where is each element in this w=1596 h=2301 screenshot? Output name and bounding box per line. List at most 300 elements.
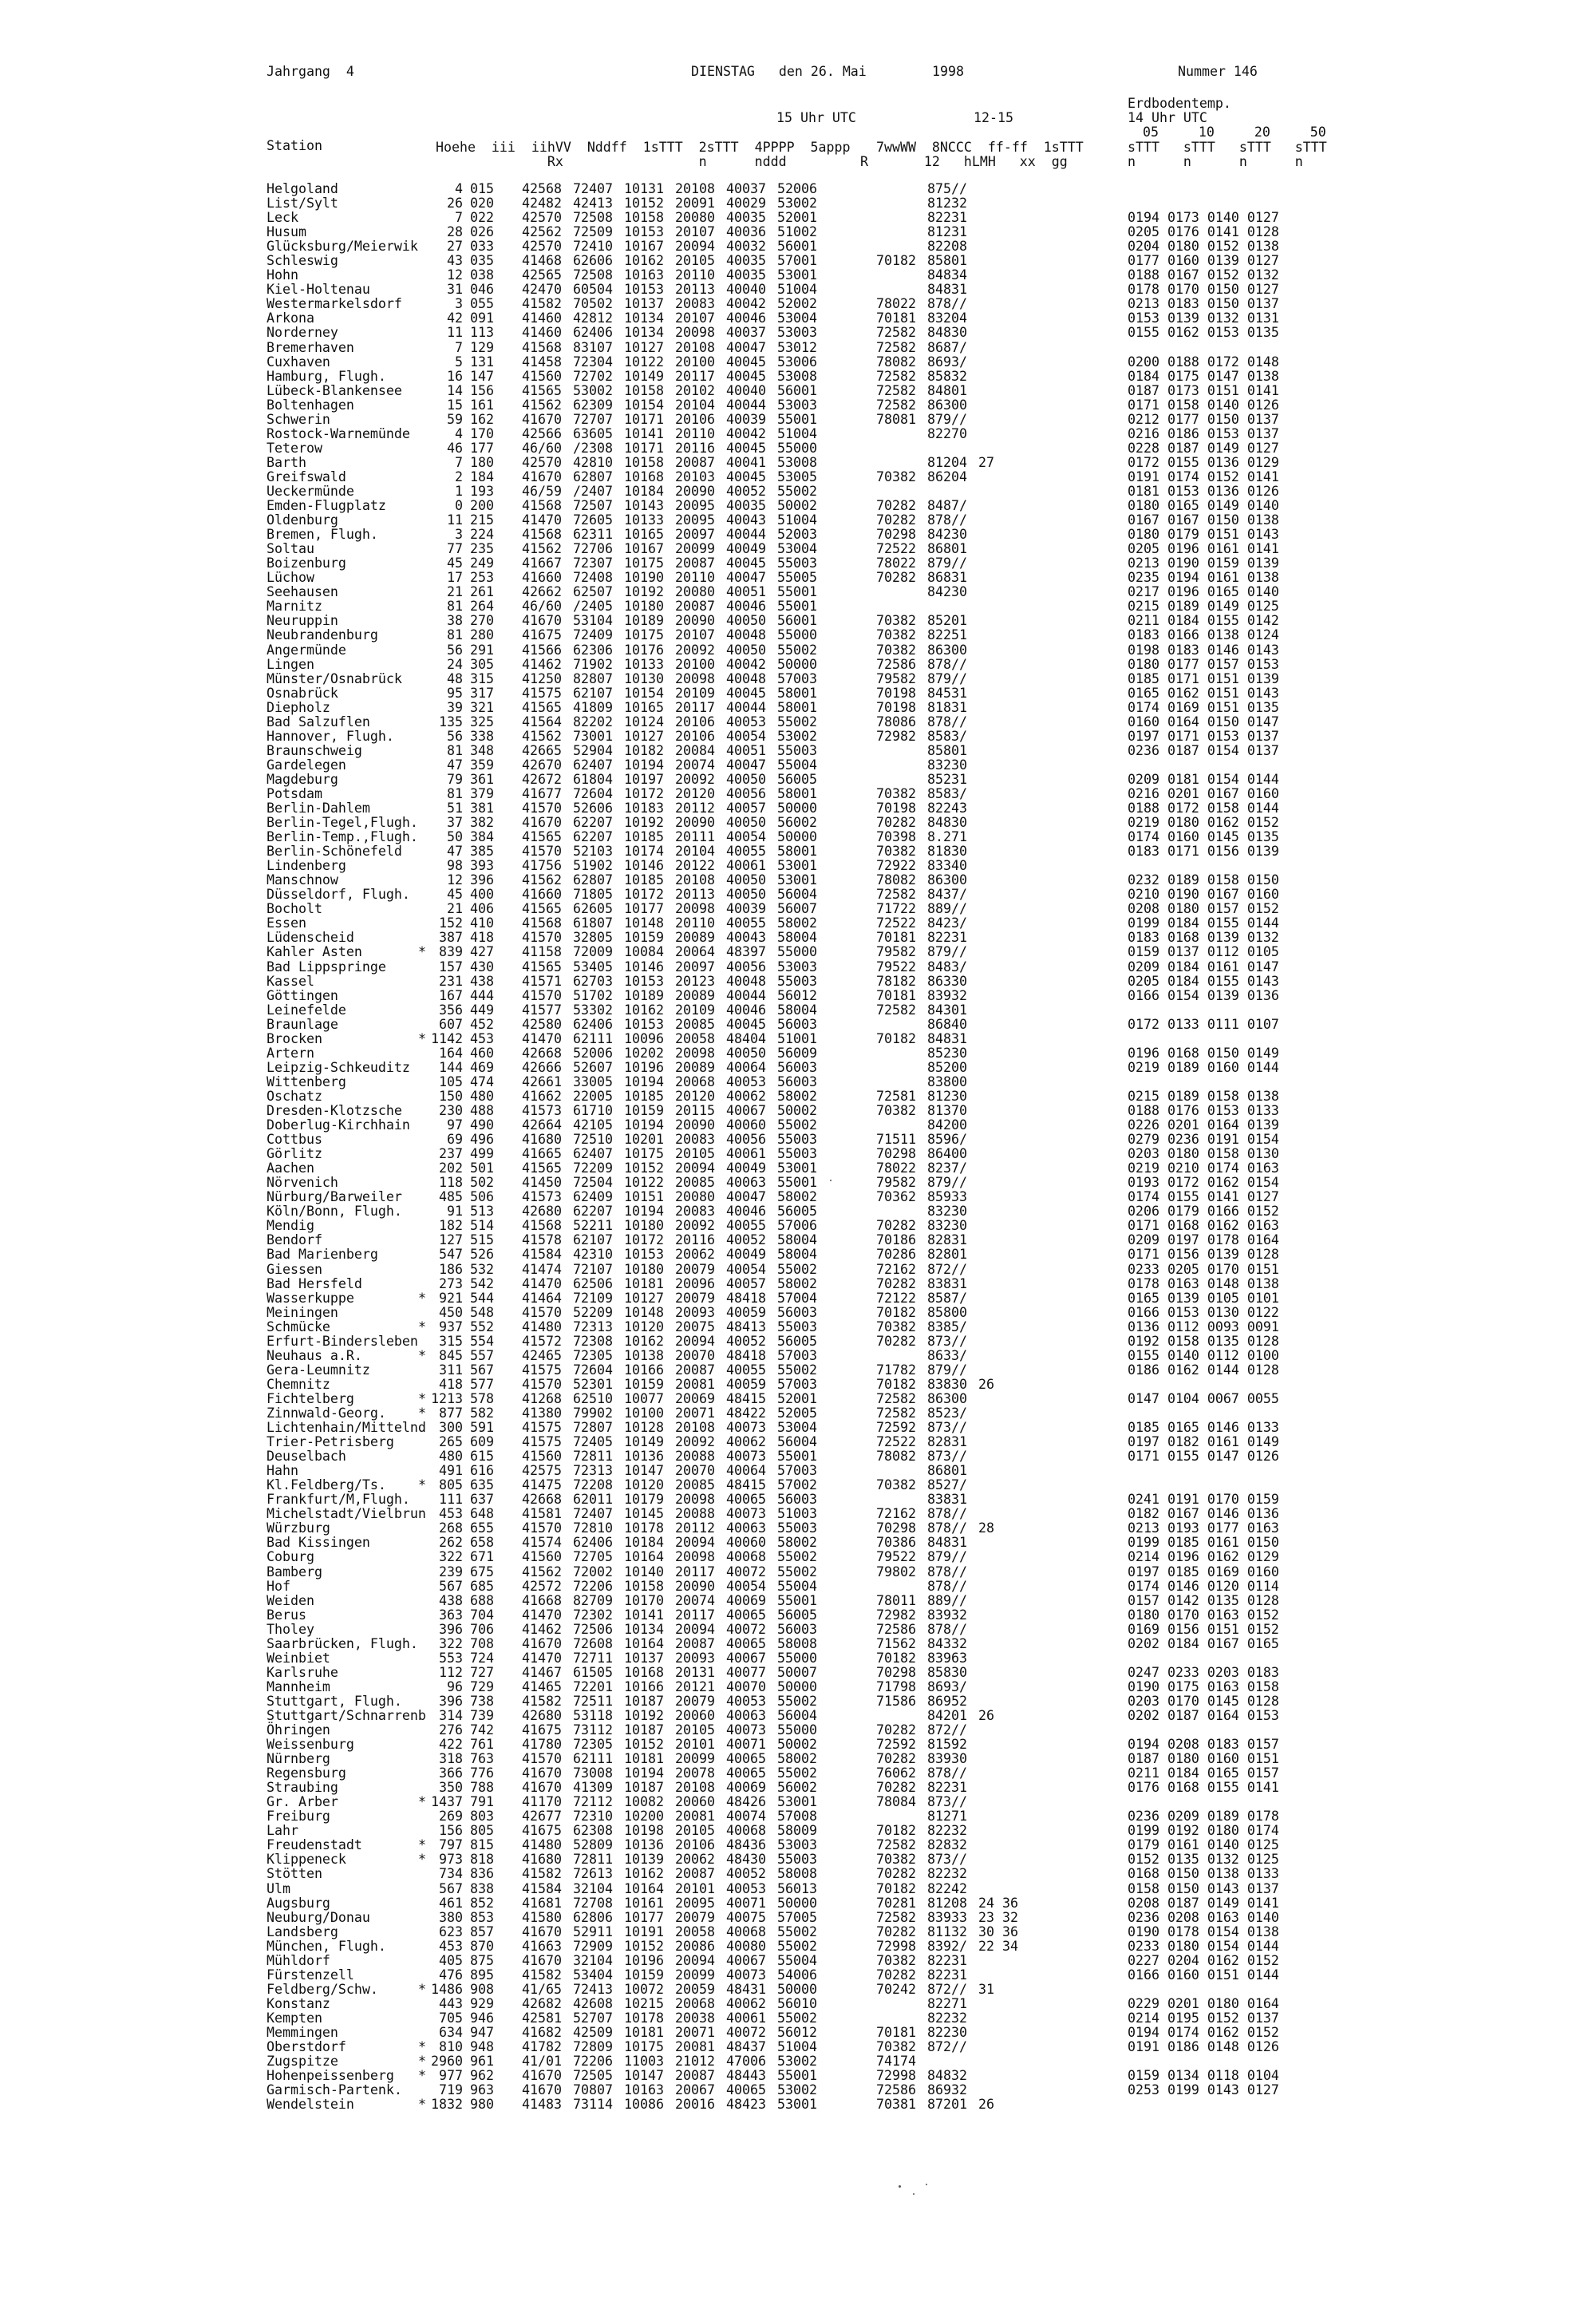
station-name: Stuttgart/Schnarrenb	[267, 1707, 426, 1723]
ttt1-cell: 10159	[624, 1376, 664, 1392]
ttt2-cell: 20100	[675, 354, 715, 370]
station-name: Regensburg	[267, 1765, 346, 1781]
hoehe-cell: 1486	[431, 1981, 463, 1997]
ttt2-cell: 20095	[675, 1895, 715, 1911]
station-name: Bamberg	[267, 1564, 322, 1579]
nccc-cell: 84832	[927, 2068, 967, 2084]
nccc-cell: 81231	[927, 224, 967, 240]
appp-cell: 56003	[777, 1621, 817, 1637]
ttt1-cell: 10159	[624, 930, 664, 946]
iii-cell: 499	[470, 1146, 494, 1162]
iihvv-cell: 42470	[522, 282, 562, 298]
wwww-cell: 72922	[876, 858, 916, 874]
wwww-cell: 70362	[876, 1189, 916, 1205]
iihvv-cell: 41565	[522, 829, 562, 845]
ttt2-cell: 20094	[675, 1160, 715, 1176]
ttt1-cell: 10122	[624, 354, 664, 370]
appp-cell: 51004	[777, 282, 817, 298]
nccc-cell: 875//	[927, 181, 967, 196]
mountain-marker: *	[418, 1477, 426, 1493]
iii-cell: 156	[470, 382, 494, 398]
appp-cell: 53004	[777, 1420, 817, 1436]
pppp-cell: 40067	[726, 1952, 766, 1968]
hoehe-cell: 480	[439, 1449, 463, 1465]
soil-temp-cell: 0177 0160 0139 0127	[1128, 253, 1279, 269]
nccc-cell: 83932	[927, 1607, 967, 1623]
wwww-cell: 70181	[876, 310, 916, 326]
hoehe-cell: 977	[439, 2068, 463, 2084]
iihvv-cell: 41582	[522, 1967, 562, 1983]
mountain-marker: *	[418, 1030, 426, 1046]
pppp-cell: 40073	[726, 1506, 766, 1522]
nddff-cell: 72604	[573, 785, 613, 801]
hoehe-cell: 314	[439, 1707, 463, 1723]
ttt1-cell: 10177	[624, 1909, 664, 1925]
nccc-cell: 86300	[927, 642, 967, 658]
station-name: Tholey	[267, 1621, 314, 1637]
iihvv-cell: 42465	[522, 1347, 562, 1363]
station-name: Stuttgart, Flugh.	[267, 1693, 402, 1709]
wwww-cell: 72998	[876, 1938, 916, 1954]
iii-cell: 688	[470, 1592, 494, 1608]
iii-cell: 026	[470, 224, 494, 240]
station-name: Bad Marienberg	[267, 1247, 378, 1263]
nddff-cell: 72504	[573, 1175, 613, 1191]
ttt1-cell: 10168	[624, 469, 664, 484]
nddff-cell: 32104	[573, 1880, 613, 1896]
station-name: Leipzig-Schkeuditz	[267, 1059, 410, 1075]
iii-cell: 015	[470, 181, 494, 196]
nddff-cell: 82709	[573, 1592, 613, 1608]
iihvv-cell: 42668	[522, 1492, 562, 1508]
hoehe-cell: 607	[439, 1016, 463, 1032]
nccc-cell: 84831	[927, 282, 967, 298]
iihvv-cell: 41575	[522, 685, 562, 701]
pppp-cell: 48423	[726, 2097, 766, 2113]
soil-temp-cell: 0202 0187 0164 0153	[1128, 1707, 1279, 1723]
pppp-cell: 48426	[726, 1794, 766, 1810]
nccc-cell: 878//	[927, 1564, 967, 1579]
iii-cell: 452	[470, 1016, 494, 1032]
nddff-cell: 42812	[573, 310, 613, 326]
soil-time-heading: 14 Uhr UTC	[1128, 110, 1207, 125]
soil-temp-cell: 0186 0162 0144 0128	[1128, 1362, 1279, 1378]
station-name: Mendig	[267, 1218, 314, 1234]
station-name: Manschnow	[267, 872, 338, 888]
ttt2-cell: 20087	[675, 1362, 715, 1378]
wwww-cell: 76062	[876, 1765, 916, 1781]
iii-cell: 317	[470, 685, 494, 701]
pppp-cell: 48404	[726, 1030, 766, 1046]
soil-temp-cell: 0180 0179 0151 0143	[1128, 527, 1279, 543]
iihvv-cell: 42482	[522, 196, 562, 212]
soil-temp-cell: 0188 0176 0153 0133	[1128, 1103, 1279, 1118]
iihvv-cell: 41562	[522, 541, 562, 557]
wwww-cell: 71798	[876, 1678, 916, 1694]
hoehe-cell: 118	[439, 1175, 463, 1191]
ttt1-cell: 10133	[624, 656, 664, 672]
ttt2-cell: 20087	[675, 1635, 715, 1651]
iii-cell: 361	[470, 771, 494, 787]
nccc-cell: 82231	[927, 210, 967, 226]
nddff-cell: 51902	[573, 858, 613, 874]
wwww-cell: 70382	[876, 1319, 916, 1334]
nccc-cell: 878//	[927, 714, 967, 729]
pppp-cell: 40065	[726, 1607, 766, 1623]
year-label: 1998	[932, 64, 964, 79]
pppp-cell: 40072	[726, 2025, 766, 2040]
ttt1-cell: 10153	[624, 1016, 664, 1032]
appp-cell: 58002	[777, 915, 817, 931]
scan-speck	[830, 1180, 832, 1181]
hoehe-cell: 1142	[431, 1030, 463, 1046]
soil-temp-cell: 0178 0163 0148 0138	[1128, 1275, 1279, 1291]
nddff-cell: 62506	[573, 1275, 613, 1291]
ttt1-cell: 10120	[624, 1477, 664, 1493]
pppp-cell: 40060	[726, 1535, 766, 1551]
iii-cell: 857	[470, 1923, 494, 1939]
station-name: Lahr	[267, 1823, 298, 1839]
nccc-cell: 86400	[927, 1146, 967, 1162]
pppp-cell: 40056	[726, 785, 766, 801]
iihvv-cell: 41665	[522, 1146, 562, 1162]
nddff-cell: 51702	[573, 987, 613, 1003]
iihvv-cell: 42566	[522, 425, 562, 441]
pppp-cell: 40045	[726, 685, 766, 701]
iihvv-cell: 41566	[522, 642, 562, 658]
iii-cell: 280	[470, 627, 494, 643]
ttt1-cell: 10194	[624, 1117, 664, 1133]
wwww-cell: 71586	[876, 1693, 916, 1709]
appp-cell: 57003	[777, 1463, 817, 1479]
appp-cell: 50000	[777, 829, 817, 845]
ttt1-cell: 10134	[624, 325, 664, 341]
hoehe-cell: 111	[439, 1492, 463, 1508]
appp-cell: 56005	[777, 771, 817, 787]
soil-temp-cell: 0174 0160 0145 0135	[1128, 829, 1279, 845]
appp-cell: 55000	[777, 944, 817, 960]
soil-temp-cell: 0205 0196 0161 0141	[1128, 541, 1279, 557]
nccc-cell: 86204	[927, 469, 967, 484]
wwww-cell: 78082	[876, 354, 916, 370]
iihvv-cell: 41675	[522, 1823, 562, 1839]
ttt1-cell: 10165	[624, 699, 664, 715]
pppp-cell: 40054	[726, 1578, 766, 1594]
iii-cell: 963	[470, 2082, 494, 2098]
ttt1-cell: 10100	[624, 1405, 664, 1421]
ttt1-cell: 10175	[624, 627, 664, 643]
hoehe-cell: 43	[447, 253, 463, 269]
wwww-cell: 72592	[876, 1420, 916, 1436]
station-name: Lüdenscheid	[267, 930, 354, 946]
nddff-cell: 72508	[573, 210, 613, 226]
station-name: Berlin-Schönefeld	[267, 844, 402, 860]
pppp-cell: 40046	[726, 1002, 766, 1018]
iihvv-cell: 41570	[522, 930, 562, 946]
ttt1-cell: 10152	[624, 1160, 664, 1176]
station-name: Marnitz	[267, 599, 322, 615]
wwww-cell: 70382	[876, 642, 916, 658]
hoehe-cell: 262	[439, 1535, 463, 1551]
hoehe-cell: 4	[455, 425, 463, 441]
nccc-cell: 83800	[927, 1073, 967, 1089]
pppp-cell: 40065	[726, 1751, 766, 1767]
ttt2-cell: 20090	[675, 1578, 715, 1594]
pppp-cell: 40068	[726, 1923, 766, 1939]
nddff-cell: 72507	[573, 498, 613, 514]
ttt2-cell: 20107	[675, 627, 715, 643]
ttt1-cell: 10185	[624, 1088, 664, 1104]
nddff-cell: 52707	[573, 2010, 613, 2026]
appp-cell: 55000	[777, 627, 817, 643]
nddff-cell: 62311	[573, 527, 613, 543]
appp-cell: 58001	[777, 785, 817, 801]
ttt2-cell: 20106	[675, 728, 715, 744]
pppp-cell: 40073	[726, 1420, 766, 1436]
pppp-cell: 48430	[726, 1852, 766, 1868]
iii-cell: 410	[470, 915, 494, 931]
appp-cell: 53002	[777, 196, 817, 212]
station-name: Hohenpeissenberg	[267, 2068, 394, 2084]
hoehe-cell: 734	[439, 1866, 463, 1882]
nccc-cell: 82231	[927, 1967, 967, 1983]
wwww-cell: 72586	[876, 656, 916, 672]
ttt1-cell: 10086	[624, 2097, 664, 2113]
nccc-cell: 81230	[927, 1088, 967, 1104]
appp-cell: 58002	[777, 1535, 817, 1551]
nddff-cell: 72208	[573, 1477, 613, 1493]
appp-cell: 51002	[777, 224, 817, 240]
hoehe-cell: 51	[447, 801, 463, 816]
iii-cell: 557	[470, 1347, 494, 1363]
iihvv-cell: 41670	[522, 2082, 562, 2098]
nddff-cell: 61807	[573, 915, 613, 931]
station-name: Berus	[267, 1607, 306, 1623]
nddff-cell: 22005	[573, 1088, 613, 1104]
ttt1-cell: 10166	[624, 1678, 664, 1694]
nddff-cell: 62806	[573, 1909, 613, 1925]
appp-cell: 58002	[777, 1275, 817, 1291]
appp-cell: 56003	[777, 1492, 817, 1508]
iii-cell: 406	[470, 901, 494, 917]
nccc-cell: 82230	[927, 2025, 967, 2040]
iihvv-cell: 41570	[522, 987, 562, 1003]
soil-temp-cell: 0209 0197 0178 0164	[1128, 1232, 1279, 1248]
soil-temp-cell: 0233 0180 0154 0144	[1128, 1938, 1279, 1954]
pppp-cell: 40049	[726, 541, 766, 557]
appp-cell: 56004	[777, 1434, 817, 1450]
iii-cell: 348	[470, 742, 494, 758]
iihvv-cell: 41268	[522, 1390, 562, 1406]
iii-cell: 947	[470, 2025, 494, 2040]
iii-cell: 980	[470, 2097, 494, 2113]
soil-temp-cell: 0152 0135 0132 0125	[1128, 1852, 1279, 1868]
nddff-cell: 61804	[573, 771, 613, 787]
iii-cell: 704	[470, 1607, 494, 1623]
mountain-marker: *	[418, 1319, 426, 1334]
hoehe-cell: 634	[439, 2025, 463, 2040]
hoehe-cell: 567	[439, 1578, 463, 1594]
soil-temp-cell: 0187 0173 0151 0141	[1128, 382, 1279, 398]
soil-temp-cell: 0166 0160 0151 0144	[1128, 1967, 1279, 1983]
soil-temp-cell: 0219 0180 0162 0152	[1128, 815, 1279, 831]
station-name: Berlin-Temp.,Flugh.	[267, 829, 418, 845]
soil-temp-cell: 0191 0186 0148 0126	[1128, 2039, 1279, 2055]
nccc-cell: 81370	[927, 1103, 967, 1118]
iii-cell: 129	[470, 339, 494, 355]
ttt2-cell: 20094	[675, 1333, 715, 1349]
station-name: Dresden-Klotzsche	[267, 1103, 402, 1118]
iihvv-cell: 41660	[522, 887, 562, 903]
nccc-cell: 84831	[927, 1030, 967, 1046]
hoehe-cell: 127	[439, 1232, 463, 1248]
date-label: DIENSTAG den 26. Mai	[691, 64, 867, 79]
nddff-cell: 70502	[573, 296, 613, 312]
ttt1-cell: 10082	[624, 1794, 664, 1810]
hoehe-cell: 422	[439, 1737, 463, 1753]
nddff-cell: 52209	[573, 1304, 613, 1320]
hoehe-cell: 38	[447, 613, 463, 629]
iii-cell: 453	[470, 1030, 494, 1046]
iihvv-cell: 41570	[522, 801, 562, 816]
iihvv-cell: 41570	[522, 1304, 562, 1320]
hoehe-cell: 1213	[431, 1390, 463, 1406]
pppp-cell: 40069	[726, 1780, 766, 1796]
wwww-cell: 74174	[876, 2054, 916, 2070]
appp-cell: 51004	[777, 425, 817, 441]
nccc-cell: 82270	[927, 425, 967, 441]
ff-cell: 28	[978, 1520, 994, 1536]
hoehe-cell: 135	[439, 714, 463, 729]
soil-temp-cell: 0232 0189 0158 0150	[1128, 872, 1279, 888]
nccc-cell: 81232	[927, 196, 967, 212]
nccc-cell: 873//	[927, 1449, 967, 1465]
ttt2-cell: 20094	[675, 239, 715, 255]
appp-cell: 55001	[777, 1449, 817, 1465]
pppp-cell: 40047	[726, 1189, 766, 1205]
nccc-cell: 889//	[927, 901, 967, 917]
nddff-cell: 79902	[573, 1405, 613, 1421]
ttt1-cell: 10162	[624, 1002, 664, 1018]
nddff-cell: 52809	[573, 1837, 613, 1853]
pppp-cell: 40039	[726, 901, 766, 917]
hoehe-cell: 46	[447, 440, 463, 456]
iii-cell: 648	[470, 1506, 494, 1522]
ttt2-cell: 20085	[675, 1016, 715, 1032]
nccc-cell: 85201	[927, 613, 967, 629]
ttt1-cell: 10194	[624, 1073, 664, 1089]
iihvv-cell: 41681	[522, 1895, 562, 1911]
wwww-cell: 72582	[876, 397, 916, 413]
nddff-cell: 72201	[573, 1678, 613, 1694]
ttt2-cell: 20090	[675, 613, 715, 629]
station-name: Hohn	[267, 267, 298, 283]
ttt1-cell: 10124	[624, 714, 664, 729]
ttt1-cell: 10161	[624, 1895, 664, 1911]
nddff-cell: 72506	[573, 1621, 613, 1637]
station-name: Bad Salzuflen	[267, 714, 370, 729]
iihvv-cell: 41780	[522, 1737, 562, 1753]
scan-speck	[926, 2184, 927, 2185]
iii-cell: 224	[470, 527, 494, 543]
ttt2-cell: 20081	[675, 2039, 715, 2055]
nddff-cell: 72302	[573, 1607, 613, 1623]
ttt1-cell: 10153	[624, 973, 664, 989]
hoehe-cell: 21	[447, 584, 463, 600]
pppp-cell: 40044	[726, 397, 766, 413]
mountain-marker: *	[418, 944, 426, 960]
iihvv-cell: 42677	[522, 1809, 562, 1825]
pppp-cell: 40052	[726, 1333, 766, 1349]
appp-cell: 55003	[777, 1146, 817, 1162]
appp-cell: 55001	[777, 2068, 817, 2084]
ttt2-cell: 20092	[675, 1434, 715, 1450]
nddff-cell: 53104	[573, 613, 613, 629]
soil-temp-cell: 0171 0168 0162 0163	[1128, 1218, 1279, 1234]
ttt1-cell: 10182	[624, 742, 664, 758]
iihvv-cell: 42570	[522, 454, 562, 470]
iii-cell: 852	[470, 1895, 494, 1911]
soil-temp-cell: 0190 0175 0163 0158	[1128, 1678, 1279, 1694]
mountain-marker: *	[418, 1405, 426, 1421]
appp-cell: 53003	[777, 325, 817, 341]
wwww-cell: 78081	[876, 411, 916, 427]
soil-temp-cell: 0171 0158 0140 0126	[1128, 397, 1279, 413]
iii-cell: 542	[470, 1275, 494, 1291]
soil-temp-cell: 0194 0208 0183 0157	[1128, 1737, 1279, 1753]
iii-cell: 496	[470, 1132, 494, 1148]
soil-temp-cell: 0203 0180 0158 0130	[1128, 1146, 1279, 1162]
station-name: Hamburg, Flugh.	[267, 368, 386, 384]
nccc-cell: 83933	[927, 1909, 967, 1925]
ttt2-cell: 20097	[675, 527, 715, 543]
nccc-cell: 873//	[927, 1794, 967, 1810]
nccc-cell: 83230	[927, 1218, 967, 1234]
pppp-cell: 40067	[726, 1650, 766, 1666]
ttt2-cell: 20060	[675, 1794, 715, 1810]
pppp-cell: 40059	[726, 1376, 766, 1392]
station-name: Glücksburg/Meierwik	[267, 239, 418, 255]
iii-cell: 305	[470, 656, 494, 672]
iihvv-cell: 41562	[522, 1564, 562, 1579]
nccc-cell: 872//	[927, 1722, 967, 1738]
soil-temp-cell: 0197 0171 0153 0137	[1128, 728, 1279, 744]
ttt2-cell: 20117	[675, 1607, 715, 1623]
wwww-cell: 70182	[876, 1030, 916, 1046]
iii-cell: 474	[470, 1073, 494, 1089]
iihvv-cell: 41565	[522, 699, 562, 715]
hoehe-cell: 27	[447, 239, 463, 255]
wwww-cell: 70382	[876, 1103, 916, 1118]
hoehe-cell: 239	[439, 1564, 463, 1579]
wwww-cell: 70382	[876, 613, 916, 629]
appp-cell: 58004	[777, 1002, 817, 1018]
hoehe-cell: 265	[439, 1434, 463, 1450]
nddff-cell: 73112	[573, 1722, 613, 1738]
iii-cell: 430	[470, 959, 494, 975]
main-column-header: Hoehe iii iihVV Nddff 1sTTT 2sTTT 4PPPP 5appp	[436, 140, 851, 155]
nddff-cell: 72707	[573, 411, 613, 427]
iihvv-cell: 41670	[522, 1765, 562, 1781]
pppp-cell: 40062	[726, 1088, 766, 1104]
iihvv-cell: 41565	[522, 959, 562, 975]
ttt1-cell: 10172	[624, 785, 664, 801]
iihvv-cell: 41670	[522, 613, 562, 629]
wwww-cell: 72581	[876, 1088, 916, 1104]
ttt1-cell: 10136	[624, 1837, 664, 1853]
ttt2-cell: 20110	[675, 267, 715, 283]
nddff-cell: 72002	[573, 1564, 613, 1579]
